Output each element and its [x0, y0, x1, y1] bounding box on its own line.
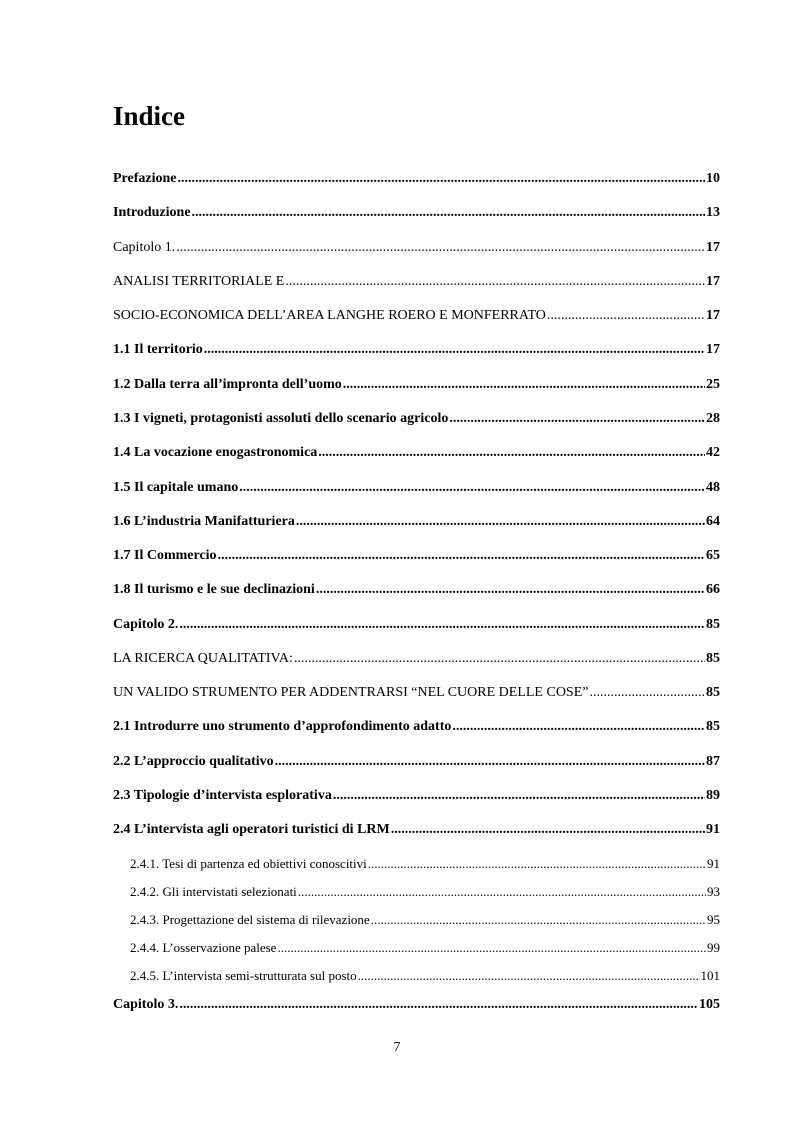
- toc-subentry[interactable]: [130, 853, 720, 873]
- dot-leader: [318, 444, 705, 462]
- toc-entry-page: 48: [706, 480, 720, 495]
- toc-entry-page: 85: [706, 719, 720, 734]
- toc-entry[interactable]: [113, 785, 720, 805]
- toc-entry-page: 85: [706, 651, 720, 666]
- dot-leader: [179, 616, 705, 634]
- dot-leader: [589, 684, 705, 702]
- toc-subentry[interactable]: [130, 965, 720, 985]
- toc-entry[interactable]: [113, 408, 720, 428]
- dot-leader: [296, 513, 705, 531]
- toc-entry[interactable]: [113, 545, 720, 565]
- toc-entry[interactable]: [113, 168, 720, 188]
- toc-entry-page: 25: [706, 377, 720, 392]
- toc-entry[interactable]: [113, 579, 720, 599]
- toc-entry[interactable]: [113, 271, 720, 291]
- toc-entry[interactable]: [113, 994, 720, 1014]
- toc-entry-page: 105: [699, 997, 720, 1012]
- page-title: Indice: [113, 101, 186, 131]
- dot-leader: [275, 753, 705, 771]
- dot-leader: [368, 855, 706, 873]
- toc-entry-label: 2.2 L’approccio qualitativo: [113, 754, 274, 769]
- toc-entry-page: 13: [706, 205, 720, 220]
- toc-entry-page: 10: [706, 171, 720, 186]
- dot-leader: [316, 581, 705, 599]
- toc-entry-page: 89: [706, 788, 720, 803]
- dot-leader: [371, 911, 706, 929]
- toc-entry-page: 91: [706, 822, 720, 837]
- toc-entry-label: 2.4.5. L’intervista semi-strutturata sul posto: [130, 968, 357, 983]
- toc-subentry[interactable]: [130, 881, 720, 901]
- toc-entry-page: 17: [706, 308, 720, 323]
- toc-entry-label: 1.4 La vocazione enogastronomica: [113, 445, 318, 460]
- toc-entry-label: 2.4.2. Gli intervistati selezionati: [130, 884, 297, 899]
- dot-leader: [204, 341, 705, 359]
- dot-leader: [277, 939, 706, 957]
- dot-leader: [239, 479, 705, 497]
- dot-leader: [449, 410, 705, 428]
- toc-entry-label: Prefazione: [113, 171, 177, 186]
- toc-entry-page: 85: [706, 685, 720, 700]
- toc-entry-label: 2.4.4. L’osservazione palese: [130, 940, 277, 955]
- dot-leader: [192, 204, 705, 222]
- toc-entry[interactable]: [113, 819, 720, 839]
- toc-entry-label: 1.8 Il turismo e le sue declinazioni: [113, 582, 315, 597]
- toc-entry-label: 2.4.1. Tesi di partenza ed obiettivi conoscitivi: [130, 856, 367, 871]
- toc-entry-label: ANALISI TERRITORIALE E: [113, 274, 285, 289]
- toc-entry-label: 1.3 I vigneti, protagonisti assoluti dello scenario agricolo: [113, 411, 449, 426]
- toc-entry[interactable]: [113, 339, 720, 359]
- toc-entry[interactable]: [113, 682, 720, 702]
- toc-entry-label: SOCIO-ECONOMICA DELL’AREA LANGHE ROERO E MONFERRATO: [113, 308, 546, 323]
- toc-entry-label: 2.4 L’intervista agli operatori turistici di LRM: [113, 822, 390, 837]
- toc-entry-page: 66: [706, 582, 720, 597]
- toc-entry-page: 91: [707, 856, 720, 871]
- dot-leader: [333, 787, 705, 805]
- toc-entry-page: 28: [706, 411, 720, 426]
- toc-entry-page: 87: [706, 754, 720, 769]
- toc-entry-page: 42: [706, 445, 720, 460]
- dot-leader: [178, 170, 706, 188]
- toc-entry[interactable]: [113, 237, 720, 257]
- toc-entry-label: Capitolo 1.: [113, 240, 176, 255]
- toc-entry-page: 99: [707, 940, 720, 955]
- toc-entry-label: Capitolo 3.: [113, 997, 179, 1012]
- dot-leader: [285, 273, 705, 291]
- toc-entry[interactable]: [113, 305, 720, 325]
- page-number: 7: [393, 1040, 401, 1055]
- toc-entry-label: 1.2 Dalla terra all’impronta dell’uomo: [113, 377, 342, 392]
- toc-entry[interactable]: [113, 442, 720, 462]
- toc-entry-page: 17: [706, 342, 720, 357]
- toc-entry-label: Capitolo 2.: [113, 617, 179, 632]
- toc-entry-label: 2.4.3. Progettazione del sistema di rilevazione: [130, 912, 370, 927]
- toc-entry[interactable]: [113, 202, 720, 222]
- toc-entry-page: 95: [707, 912, 720, 927]
- toc-entry[interactable]: [113, 511, 720, 531]
- dot-leader: [179, 996, 698, 1014]
- toc-entry-label: 1.7 Il Commercio: [113, 548, 217, 563]
- toc-entry-label: UN VALIDO STRUMENTO PER ADDENTRARSI “NEL CUORE DELLE COSE”: [113, 685, 589, 700]
- toc-entry[interactable]: [113, 477, 720, 497]
- toc-entry-label: 2.3 Tipologie d’intervista esplorativa: [113, 788, 332, 803]
- toc-entry-page: 65: [706, 548, 720, 563]
- toc-entry-page: 17: [706, 274, 720, 289]
- dot-leader: [547, 307, 705, 325]
- dot-leader: [391, 821, 705, 839]
- toc-entry-label: 2.1 Introdurre uno strumento d’approfondimento adatto: [113, 719, 452, 734]
- dot-leader: [298, 883, 706, 901]
- toc-entry-page: 93: [707, 884, 720, 899]
- toc-entry-label: 1.6 L’industria Manifatturiera: [113, 514, 295, 529]
- toc-entry-page: 85: [706, 617, 720, 632]
- toc-subentry[interactable]: [130, 909, 720, 929]
- dot-leader: [452, 718, 705, 736]
- toc-entry-page: 64: [706, 514, 720, 529]
- toc-entry-page: 101: [700, 968, 720, 983]
- toc-entry-label: LA RICERCA QUALITATIVA:: [113, 651, 293, 666]
- toc-entry-label: Introduzione: [113, 205, 191, 220]
- dot-leader: [294, 650, 705, 668]
- dot-leader: [358, 967, 700, 985]
- dot-leader: [218, 547, 705, 565]
- toc-entry[interactable]: [113, 716, 720, 736]
- toc-entry[interactable]: [113, 374, 720, 394]
- toc-subentry[interactable]: [130, 937, 720, 957]
- toc-entry[interactable]: [113, 751, 720, 771]
- toc-entry-label: 1.5 Il capitale umano: [113, 480, 239, 495]
- toc-entry-page: 17: [706, 240, 720, 255]
- toc-entry[interactable]: [113, 614, 720, 634]
- dot-leader: [343, 376, 705, 394]
- dot-leader: [176, 239, 705, 257]
- toc-entry[interactable]: [113, 648, 720, 668]
- toc-entry-label: 1.1 Il territorio: [113, 342, 203, 357]
